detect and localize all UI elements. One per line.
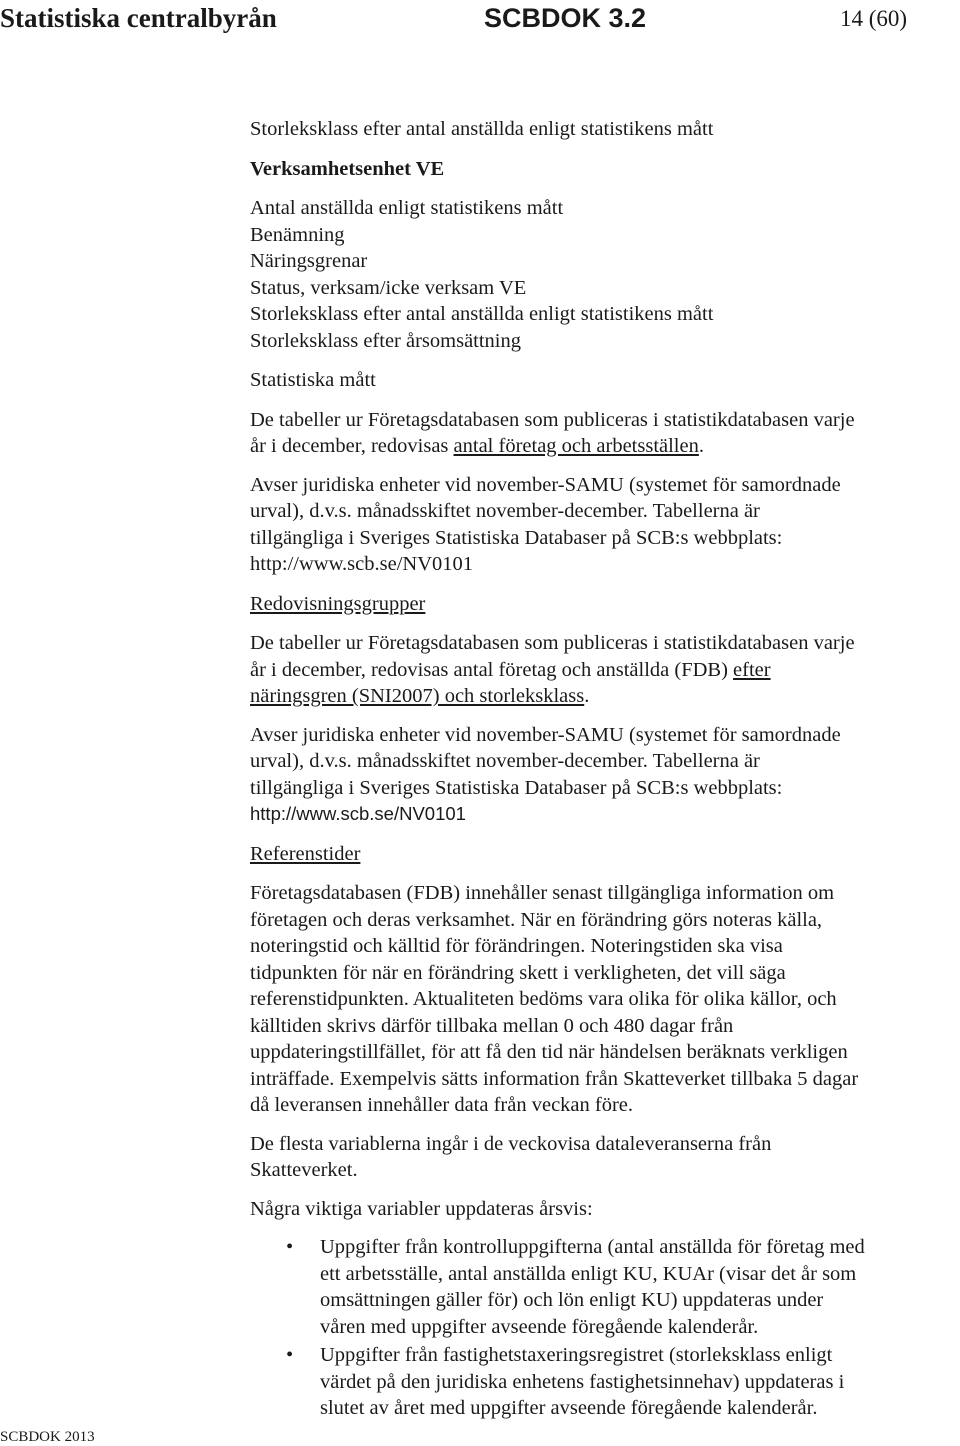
paragraph-line: då leveransen innehåller data från veckan före. (250, 1094, 634, 1116)
list-item-line (250, 1234, 950, 1261)
paragraph-line: Avser juridiska enheter vid november-SAMU (systemet för samordnade (250, 473, 841, 496)
text-run: Uppgifter från kontrolluppgifterna (antal anställda för företag med (320, 1236, 865, 1258)
text-run: år i december, redovisas (250, 435, 454, 457)
paragraph-line: tillgängliga i Sveriges Statistiska Databaser på SCB:s webbplats: (250, 776, 783, 799)
paragraph-line: De tabeller ur Företagsdatabasen som publiceras i statistikdatabasen varje (250, 408, 855, 431)
page-body (250, 116, 950, 1422)
paragraph-line: urval), d.v.s. månadsskiftet november-december. Tabellerna är (250, 500, 760, 522)
underlined-term: näringsgren (SNI2007) och storleksklass (250, 685, 585, 707)
text-run: Uppgifter från fastighetstaxeringsregistret (storleksklass enligt (320, 1344, 833, 1366)
paragraph-line: urval), d.v.s. månadsskiftet november-december. Tabellerna är (250, 750, 760, 772)
underlined-term: antal företag och arbetsställen (453, 435, 699, 457)
list-item-line: ett arbetsställe, antal anställda enligt KU, KUAr (visar det år som (320, 1262, 857, 1285)
paragraph-line (250, 683, 950, 710)
variable-item: Näringsgrenar (250, 250, 368, 272)
underlined-term: efter (733, 658, 771, 681)
web-address: http://www.scb.se/NV0101 (250, 803, 466, 824)
header-page-number: 14 (60) (840, 6, 908, 31)
paragraph-line: inträffade. Exempelvis sätts information från Skatteverket tillbaka 5 dagar (250, 1067, 859, 1090)
variable-item: Antal anställda enligt statistikens mått (250, 197, 564, 219)
paragraph-line: Företagsdatabasen (FDB) innehåller senast tillgängliga information om (250, 882, 835, 904)
variable-item: Storleksklass efter årsomsättning (250, 329, 522, 352)
list-item-line: slutet av året med uppgifter avseende föregående kalenderår. (320, 1397, 818, 1419)
text-run: år i december, redovisas antal företag och anställda (FDB) (250, 658, 734, 681)
bullet-list (250, 1234, 950, 1422)
paragraph-line: företagen och deras verksamhet. När en förändring görs noteras källa, (250, 908, 823, 931)
paragraph-line (250, 433, 950, 460)
paragraph-line: uppdateringstillfället, för att få den tid när händelsen beräknats verkligen (250, 1041, 848, 1063)
bullet-icon: • (286, 1236, 294, 1258)
header-document-id: SCBDOK 3.2 (484, 3, 647, 33)
variable-item: Storleksklass efter antal anställda enligt statistikens mått (250, 303, 714, 325)
list-item-line: omsättningen gäller för) och lön enligt KU) uppdateras under (320, 1289, 824, 1311)
section-heading-referenstider: Referenstider (250, 842, 361, 865)
text-run: . (584, 685, 590, 707)
paragraph-line: Skatteverket. (250, 1159, 358, 1181)
paragraph-line: De flesta variablerna ingår i de veckovisa dataleveranserna från (250, 1132, 772, 1155)
text-run: . (698, 435, 704, 457)
section-heading-statistiska-matt: Statistiska mått (250, 369, 376, 391)
unit-heading: Verksamhetsenhet VE (250, 157, 445, 180)
paragraph-line: tidpunkten för när en förändring skett i verkligheten, det vill säga (250, 961, 786, 984)
list-item-line: värdet på den juridiska enhetens fastighetsinnehav) uppdateras i (320, 1370, 845, 1393)
bullet-icon: • (286, 1344, 294, 1366)
header-organization: Statistiska centralbyrån (0, 3, 277, 33)
list-item-line: våren med uppgifter avseende föregående kalenderår. (320, 1315, 759, 1338)
footer-document-id: SCBDOK 2013 (0, 1429, 95, 1445)
paragraph-line: Avser juridiska enheter vid november-SAMU (systemet för samordnade (250, 723, 841, 746)
list-item (250, 1234, 950, 1340)
variable-item: Status, verksam/icke verksam VE (250, 276, 527, 299)
paragraph-line: De tabeller ur Företagsdatabasen som publiceras i statistikdatabasen varje (250, 632, 855, 654)
paragraph-line: tillgängliga i Sveriges Statistiska Databaser på SCB:s webbplats: (250, 526, 783, 549)
variable-item: Benämning (250, 223, 345, 246)
paragraph-line: referenstidpunkten. Aktualiteten bedöms vara olika för olika källor, och (250, 988, 837, 1010)
section-heading-redovisningsgrupper: Redovisningsgrupper (250, 592, 426, 615)
list-item (250, 1342, 950, 1422)
paragraph-line: http://www.scb.se/NV0101 (250, 553, 474, 575)
list-item-line (250, 1342, 950, 1369)
variable-list-title: Storleksklass efter antal anställda enligt statistikens mått (250, 118, 714, 140)
paragraph-line: Några viktiga variabler uppdateras årsvis: (250, 1197, 593, 1220)
paragraph-line (250, 657, 950, 684)
paragraph-line: noteringstid och källtid för förändringen. Noteringstiden ska visa (250, 935, 783, 957)
paragraph-line: källtiden skrivs därför tillbaka mellan 0 och 480 dagar från (250, 1014, 734, 1037)
